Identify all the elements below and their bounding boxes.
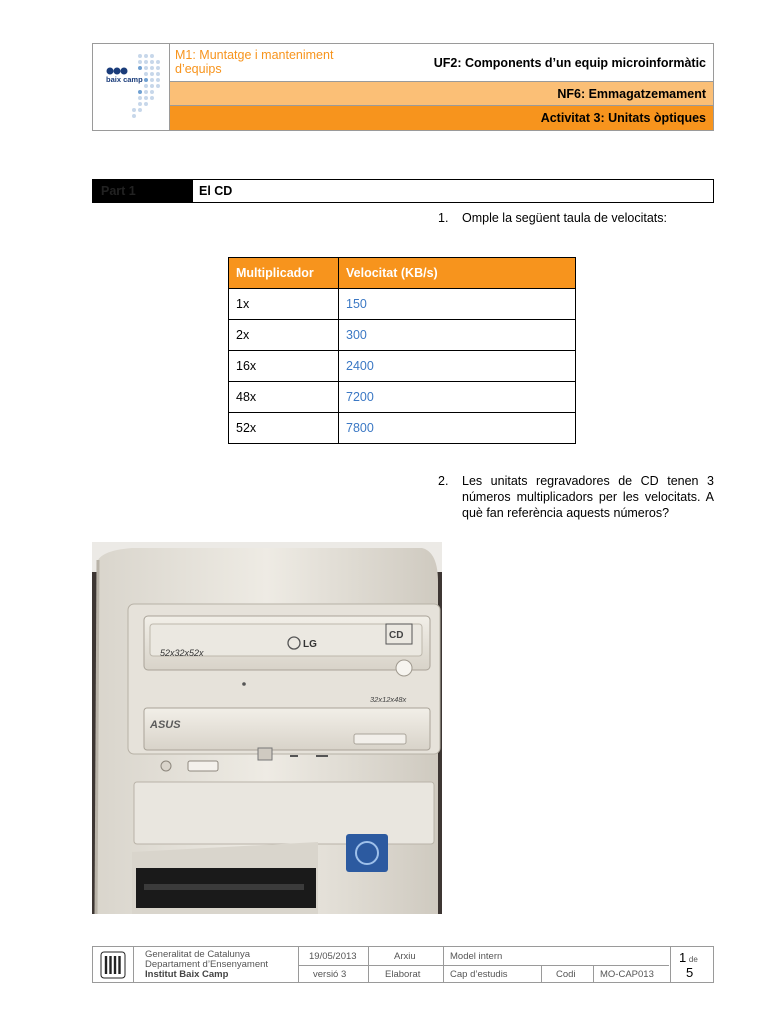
speed-cell: 150 <box>339 289 576 320</box>
table-row <box>229 320 576 351</box>
speed-table <box>228 257 576 444</box>
header-row-activity <box>170 106 713 130</box>
footer-date: 19/05/2013 <box>309 951 357 962</box>
part-label: Part 1 <box>93 180 193 202</box>
speed-cell: 7200 <box>339 382 576 413</box>
table-row <box>229 382 576 413</box>
processor-sticker-icon <box>346 834 388 872</box>
multiplier-cell: 52x <box>229 413 339 444</box>
pc-tower-illustration <box>92 542 442 914</box>
module-title: M1: Muntatge i manteniment d’equips <box>175 48 334 76</box>
footer-elaborat: Elaborat <box>385 969 421 980</box>
header-row-module <box>170 44 713 82</box>
org-line-3: Institut Baix Camp <box>145 969 229 980</box>
drive1-brand-label: LG <box>303 639 317 650</box>
ins-baix-camp-logo-icon <box>96 48 168 128</box>
question-text: Les unitats regravadores de CD tenen 3 números multiplicadors per les velocitats. A què fan referència aquests números? <box>462 474 714 520</box>
footer-codi-label: Codi <box>556 969 576 980</box>
svg-text:CD: CD <box>389 630 404 641</box>
page-number: 1 <box>679 950 687 965</box>
table-row <box>229 413 576 444</box>
table-row <box>229 289 576 320</box>
multiplier-cell: 16x <box>229 351 339 382</box>
footer-cap: Cap d’estudis <box>450 969 508 980</box>
speed-cell: 2400 <box>339 351 576 382</box>
column-header-multiplier: Multiplicador <box>229 258 339 289</box>
speed-cell: 300 <box>339 320 576 351</box>
column-header-speed: Velocitat (KB/s) <box>339 258 576 289</box>
multiplier-cell: 2x <box>229 320 339 351</box>
multiplier-cell: 48x <box>229 382 339 413</box>
nf-title: NF6: Emmagatzemament <box>557 87 706 101</box>
footer-code: MO-CAP013 <box>600 969 654 980</box>
part-heading <box>92 179 714 203</box>
cd-drives-photo <box>92 542 442 914</box>
org-line-1: Generalitat de Catalunya <box>145 949 251 960</box>
page-de-label: de <box>688 955 698 964</box>
question-number: 2. <box>438 474 449 488</box>
drive2-brand-label: ASUS <box>150 719 181 731</box>
table-header-row <box>229 258 576 289</box>
question-number: 1. <box>438 211 449 225</box>
footer-model: Model intern <box>450 951 503 962</box>
question-text: Omple la següent taula de velocitats: <box>462 211 667 225</box>
activity-title: Activitat 3: Unitats òptiques <box>540 111 706 125</box>
drive2-speed-label: 32x12x48x <box>370 695 407 704</box>
table-row <box>229 351 576 382</box>
page-total: 5 <box>686 965 694 980</box>
svg-text:baix camp: baix camp <box>106 75 143 84</box>
part-title: El CD <box>199 184 233 198</box>
document-header <box>92 43 714 131</box>
footer-version: versió 3 <box>313 969 347 980</box>
uf-title: UF2: Components d’un equip microinformàtic <box>433 56 706 70</box>
header-row-nf <box>170 82 713 106</box>
multiplier-cell: 1x <box>229 289 339 320</box>
page-indicator <box>679 950 698 965</box>
generalitat-logo-icon <box>100 951 126 982</box>
document-footer <box>92 946 714 983</box>
footer-organization <box>145 950 268 980</box>
speed-cell: 7800 <box>339 413 576 444</box>
drive1-speed-label: 52x32x52x <box>160 648 204 658</box>
institution-logo <box>93 44 170 130</box>
footer-arxiu: Arxiu <box>394 951 416 962</box>
org-line-2: Departament d’Ensenyament <box>145 959 269 970</box>
